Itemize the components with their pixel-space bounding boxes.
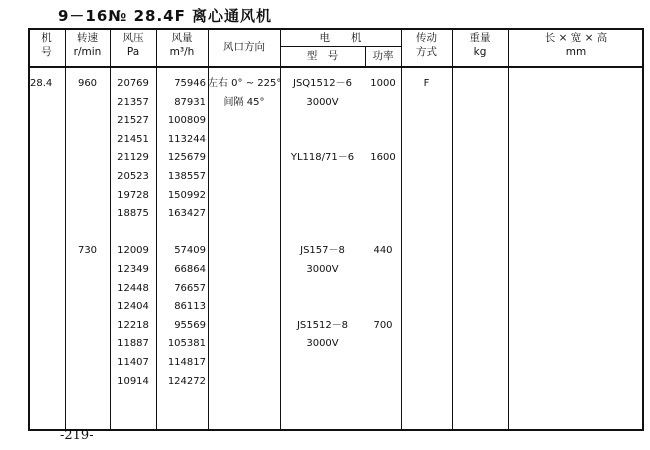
header-jihao: 机 号 xyxy=(41,32,52,58)
cell-pa: 21357 xyxy=(117,96,149,108)
cell-flow: 125679 xyxy=(167,152,206,164)
cell-flow: 100809 xyxy=(167,115,206,127)
cell-outlet: 间隔 45° xyxy=(223,96,265,108)
cell-flow: 124272 xyxy=(167,375,206,387)
cell-outlet: 左右 0° ~ 225° xyxy=(208,78,282,89)
cell-rpm: 960 xyxy=(77,78,98,89)
header-zhongliang: 重量 kg xyxy=(469,32,491,58)
cell-flow: 95569 xyxy=(174,319,206,331)
cell-flow: 66864 xyxy=(174,264,206,275)
cell-model: JSQ1512－6 xyxy=(293,78,352,89)
cell-pa: 12009 xyxy=(117,245,149,257)
cell-flow: 87931 xyxy=(174,96,206,108)
header-chicun: 长 × 宽 × 高 mm xyxy=(544,32,608,58)
header-xinghao: 型 号 xyxy=(306,50,339,62)
cell-pa: 11407 xyxy=(117,357,149,368)
cell-rpm: 730 xyxy=(77,245,98,257)
cell-pa: 12349 xyxy=(117,264,149,275)
cell-pa: 21451 xyxy=(117,133,149,145)
cell-flow: 105381 xyxy=(167,338,206,350)
cell-model: JS1512－8 xyxy=(296,319,349,331)
cell-flow: 76657 xyxy=(174,282,206,294)
header-dianji: 电 机 xyxy=(319,32,362,44)
cell-power: 440 xyxy=(373,245,393,257)
cell-model: YL118/71－6 xyxy=(290,152,355,164)
cell-flow: 113244 xyxy=(167,133,206,145)
header-zhuansu: 转速 r/min xyxy=(73,32,102,58)
cell-flow: 114817 xyxy=(167,357,206,368)
header-bottom-rule xyxy=(28,66,644,68)
cell-pa: 10914 xyxy=(117,375,149,387)
cell-model: 3000V xyxy=(306,264,339,275)
cell-pa: 11887 xyxy=(117,338,149,350)
cell-pa: 19728 xyxy=(117,189,149,201)
column-divider xyxy=(508,28,509,431)
cell-model: 3000V xyxy=(306,96,339,108)
cell-power: 1600 xyxy=(370,152,396,164)
header-chuandong: 传动 方式 xyxy=(416,32,437,58)
header-gonglv: 功率 xyxy=(372,50,394,62)
page-number: -219- xyxy=(60,428,94,443)
cell-drive: F xyxy=(423,78,430,89)
motor-header-divider xyxy=(280,46,401,47)
cell-power: 1000 xyxy=(370,78,396,89)
cell-pa: 12218 xyxy=(117,319,149,331)
page-title: 9－16№ 28.4F 离心通风机 xyxy=(58,7,273,25)
cell-flow: 86113 xyxy=(174,301,206,313)
header-fengya: 风压 Pa xyxy=(122,32,144,58)
header-fengliang: 风量 m³/h xyxy=(169,32,195,58)
cell-pa: 18875 xyxy=(117,208,149,220)
cell-pa: 20523 xyxy=(117,171,149,182)
cell-flow: 57409 xyxy=(174,245,206,257)
cell-pa: 21129 xyxy=(117,152,149,164)
cell-pa: 12448 xyxy=(117,282,149,294)
cell-pa: 21527 xyxy=(117,115,149,127)
cell-pa: 12404 xyxy=(117,301,149,313)
cell-model: 3000V xyxy=(306,338,339,350)
column-divider xyxy=(452,28,453,431)
cell-jihao: 28.4 xyxy=(30,78,53,89)
cell-power: 700 xyxy=(373,319,393,331)
cell-flow: 138557 xyxy=(167,171,206,182)
header-fengkou: 风口方向 xyxy=(223,41,265,53)
cell-flow: 75946 xyxy=(174,78,206,89)
cell-model: JS157－8 xyxy=(300,245,345,257)
cell-flow: 163427 xyxy=(167,208,206,220)
cell-pa: 20769 xyxy=(117,78,149,89)
cell-flow: 150992 xyxy=(167,189,206,201)
